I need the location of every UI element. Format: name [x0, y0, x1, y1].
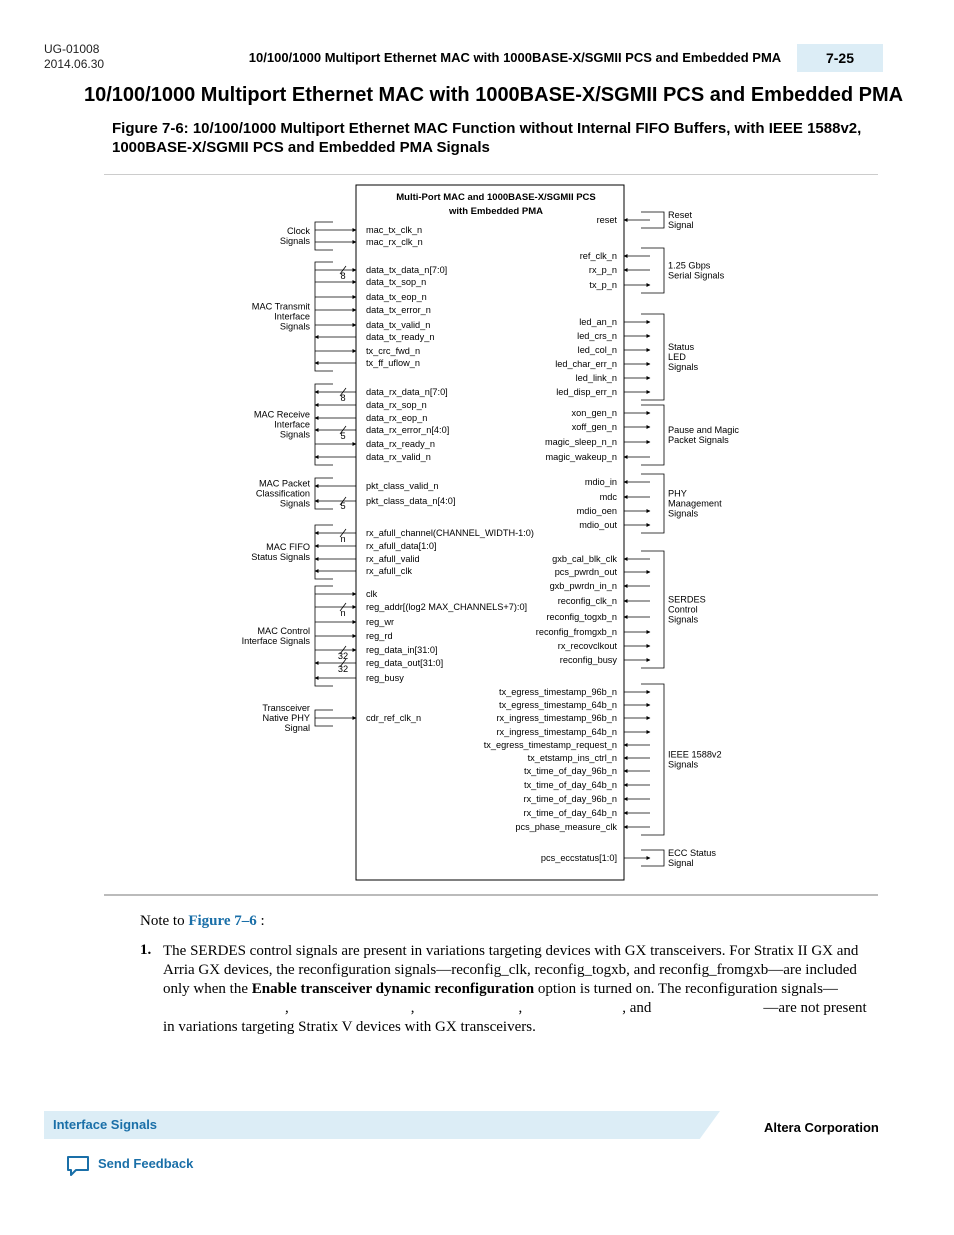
right-signal-27: tx_egress_timestamp_64b_n	[499, 700, 617, 710]
right-signal-2: rx_p_n	[588, 265, 617, 275]
right-signal-30: tx_egress_timestamp_request_n	[483, 740, 617, 750]
right-signal-7: led_char_err_n	[555, 359, 617, 369]
right-signal-9: led_disp_err_n	[556, 387, 617, 397]
left-group-label-6-1: Native PHY	[262, 713, 310, 723]
feedback-icon[interactable]	[66, 1155, 90, 1177]
note-heading	[140, 913, 265, 930]
left-signal-26: reg_data_in[31:0]	[366, 645, 438, 655]
right-signal-6: led_col_n	[577, 345, 617, 355]
note-text-part-1: The SERDES control signals are present in variations targeting devices with GX transceivers. For Stratix II GX and Arria GX devices, the reconfiguration signals—reconfig_clk, reconfig_togxb, and reconfig_fromgxb—are included only when the	[163, 943, 859, 997]
document-date: 2014.06.30	[44, 57, 105, 71]
right-signal-17: mdio_out	[579, 520, 617, 530]
right-signal-35: rx_time_of_day_64b_n	[523, 808, 617, 818]
left-group-label-5-0: MAC Control	[257, 626, 310, 636]
right-signal-31: tx_etstamp_ins_ctrl_n	[527, 753, 617, 763]
running-header-title: 10/100/1000 Multiport Ethernet MAC with 1000BASE-X/SGMII PCS and Embedded PMA	[248, 50, 782, 65]
note-intro: Note to	[140, 913, 189, 929]
right-signal-13: magic_wakeup_n	[545, 452, 617, 462]
right-signal-26: tx_egress_timestamp_96b_n	[499, 687, 617, 697]
right-signal-15: mdc	[599, 492, 617, 502]
note-and: , and	[622, 1000, 652, 1016]
bus-width-1: 8	[340, 393, 346, 403]
left-group-label-2-2: Signals	[279, 429, 310, 440]
left-group-label-0-0: Clock	[287, 226, 310, 236]
right-group-label-0-0: Reset	[668, 210, 693, 220]
right-group-label-4-2: Signals	[668, 508, 699, 519]
right-group-label-7-0: ECC Status	[668, 848, 716, 858]
right-signal-33: tx_time_of_day_64b_n	[524, 780, 617, 790]
left-group-bracket-0	[315, 222, 333, 250]
left-signal-27: reg_data_out[31:0]	[366, 658, 444, 668]
left-signal-5: data_tx_error_n	[366, 305, 431, 315]
left-signal-20: rx_afull_valid	[366, 554, 420, 564]
left-signal-15: data_rx_valid_n	[366, 452, 431, 462]
block-title-line-2: with Embedded PMA	[449, 206, 543, 217]
left-signal-24: reg_wr	[366, 617, 395, 627]
left-signal-18: rx_afull_channel(CHANNEL_WIDTH-1:0)	[366, 528, 534, 538]
note-comma-3: ,	[518, 1000, 523, 1016]
left-signal-6: data_tx_valid_n	[366, 320, 431, 330]
right-group-bracket-1	[641, 248, 664, 293]
right-signal-18: gxb_cal_blk_clk	[552, 554, 617, 564]
left-group-label-3-2: Signals	[279, 498, 310, 509]
right-group-label-5-2: Signals	[668, 614, 699, 625]
left-signal-28: reg_busy	[366, 673, 404, 683]
left-signal-8: tx_crc_fwd_n	[366, 346, 421, 356]
right-signal-5: led_crs_n	[577, 331, 617, 341]
left-signal-16: pkt_class_valid_n	[366, 481, 439, 491]
send-feedback-link[interactable]: Send Feedback	[98, 1156, 194, 1171]
page-number: 7-25	[797, 44, 883, 72]
note-comma-1: ,	[285, 1000, 289, 1016]
right-group-bracket-6	[641, 684, 664, 835]
right-signal-28: rx_ingress_timestamp_96b_n	[496, 713, 617, 723]
left-group-label-6-2: Signal	[284, 723, 310, 733]
right-group-label-1-0: 1.25 Gbps	[668, 260, 711, 271]
left-group-label-3-1: Classification	[255, 488, 310, 499]
right-signal-34: rx_time_of_day_96b_n	[523, 794, 617, 804]
left-signal-3: data_tx_sop_n	[366, 277, 427, 287]
right-signal-3: tx_p_n	[589, 280, 617, 290]
left-group-bracket-2	[315, 384, 333, 465]
figure-link[interactable]: Figure 7–6	[188, 913, 257, 929]
right-group-label-5-0: SERDES	[668, 594, 706, 605]
right-group-label-1-1: Serial Signals	[668, 270, 725, 281]
note-text	[163, 942, 879, 1037]
left-group-label-1-0: MAC Transmit	[251, 301, 310, 312]
left-group-label-2-1: Interface	[274, 419, 310, 430]
left-group-label-1-2: Signals	[279, 321, 310, 332]
left-signal-29: cdr_ref_clk_n	[366, 713, 422, 723]
right-signal-12: magic_sleep_n_n	[544, 437, 617, 447]
left-signal-12: data_rx_eop_n	[366, 413, 428, 423]
left-group-bracket-1	[315, 262, 333, 371]
left-signal-23: reg_addr[(log2 MAX_CHANNELS+7):0]	[366, 602, 528, 612]
note-comma-2: ,	[410, 1000, 415, 1016]
right-group-label-2-2: Signals	[668, 362, 699, 372]
left-group-label-5-1: Interface Signals	[241, 636, 310, 646]
left-signal-19: rx_afull_data[1:0]	[366, 541, 437, 551]
right-group-label-2-0: Status	[668, 342, 695, 352]
right-group-bracket-2	[641, 314, 664, 400]
left-signal-25: reg_rd	[366, 631, 393, 641]
left-signal-2: data_tx_data_n[7:0]	[366, 265, 448, 275]
right-signal-10: xon_gen_n	[571, 408, 617, 418]
right-signal-24: rx_recovclkout	[557, 641, 617, 651]
left-signal-4: data_tx_eop_n	[366, 292, 427, 302]
left-group-label-6-0: Transceiver	[262, 703, 310, 713]
right-signal-1: ref_clk_n	[579, 251, 617, 261]
right-signal-23: reconfig_fromgxb_n	[535, 627, 617, 637]
right-signal-16: mdio_oen	[576, 506, 617, 516]
right-signal-8: led_link_n	[575, 373, 617, 383]
figure-caption: Figure 7-6: 10/100/1000 Multiport Ethernet MAC Function without Internal FIFO Buffers, with IEEE 1588v2, 1000BASE-X/SGMII PCS and Embedded PMA Signals	[112, 120, 862, 156]
right-signal-25: reconfig_busy	[559, 655, 617, 665]
right-group-label-4-0: PHY	[668, 488, 687, 499]
left-signal-22: clk	[366, 589, 378, 599]
bus-width-3: 5	[340, 501, 346, 511]
left-group-label-0-1: Signals	[279, 236, 310, 246]
right-signal-22: reconfig_togxb_n	[546, 612, 617, 622]
right-group-label-6-0: IEEE 1588v2	[668, 749, 722, 760]
right-signal-21: reconfig_clk_n	[557, 596, 617, 606]
right-group-label-0-1: Signal	[668, 220, 694, 230]
left-group-label-2-0: MAC Receive	[253, 409, 310, 420]
left-group-label-4-1: Status Signals	[251, 552, 310, 562]
right-group-label-3-1: Packet Signals	[668, 435, 729, 445]
right-signal-29: rx_ingress_timestamp_64b_n	[496, 727, 617, 737]
right-signal-36: pcs_phase_measure_clk	[515, 822, 617, 832]
right-group-label-2-1: LED	[668, 352, 686, 362]
right-signal-14: mdio_in	[584, 477, 617, 487]
figure-bottom-rule	[104, 894, 878, 896]
document-id: UG-01008	[44, 42, 100, 56]
bus-width-2: 5	[340, 431, 346, 441]
left-group-label-1-1: Interface	[274, 311, 310, 322]
right-group-bracket-3	[641, 405, 664, 465]
right-group-label-5-1: Control	[668, 604, 698, 615]
left-group-bracket-3	[315, 478, 333, 509]
footer-section-link[interactable]: Interface Signals	[53, 1117, 158, 1132]
note-number: 1.	[140, 942, 152, 958]
left-signal-17: pkt_class_data_n[4:0]	[366, 496, 456, 506]
note-text-part-2: option is turned on. The reconfiguration signals—	[534, 981, 838, 997]
block-title-line-1: Multi-Port MAC and 1000BASE-X/SGMII PCS	[396, 192, 596, 203]
right-signal-11: xoff_gen_n	[571, 422, 617, 432]
left-signal-14: data_rx_ready_n	[366, 439, 435, 449]
note-text-part-3: —are not present in variations targeting Stratix V devices with GX transceivers.	[163, 1000, 867, 1035]
left-signal-10: data_rx_data_n[7:0]	[366, 387, 448, 397]
note-bold-option: Enable transceiver dynamic reconfiguration	[251, 981, 535, 997]
right-group-label-7-1: Signal	[668, 858, 694, 868]
right-signal-32: tx_time_of_day_96b_n	[524, 766, 617, 776]
right-group-label-6-1: Signals	[668, 759, 699, 770]
right-signal-20: gxb_pwrdn_in_n	[549, 581, 617, 591]
left-signal-9: tx_ff_uflow_n	[366, 358, 420, 368]
bus-width-6: 32	[337, 651, 349, 661]
note-colon: :	[256, 913, 265, 929]
bus-width-4: n	[340, 534, 346, 544]
left-group-label-4-0: MAC FIFO	[266, 542, 310, 552]
right-signal-37: pcs_eccstatus[1:0]	[540, 853, 617, 863]
right-signal-0: reset	[596, 215, 617, 225]
left-signal-0: mac_tx_clk_n	[366, 225, 423, 235]
left-signal-21: rx_afull_clk	[366, 566, 412, 576]
section-title: 10/100/1000 Multiport Ethernet MAC with 1000BASE-X/SGMII PCS and Embedded PMA	[84, 84, 904, 106]
left-signal-7: data_tx_ready_n	[366, 332, 435, 342]
left-signal-1: mac_rx_clk_n	[366, 237, 423, 247]
right-group-bracket-4	[641, 474, 664, 533]
bus-width-0: 8	[340, 271, 346, 281]
right-group-label-4-1: Management	[668, 498, 722, 509]
footer-company: Altera Corporation	[764, 1120, 879, 1135]
right-signal-19: pcs_pwrdn_out	[554, 567, 617, 577]
left-signal-13: data_rx_error_n[4:0]	[366, 425, 450, 435]
right-group-bracket-5	[641, 551, 664, 668]
right-signal-4: led_an_n	[579, 317, 617, 327]
bus-width-5: n	[340, 608, 346, 618]
right-group-label-3-0: Pause and Magic	[668, 425, 739, 435]
left-signal-11: data_rx_sop_n	[366, 400, 427, 410]
left-group-label-3-0: MAC Packet	[258, 478, 310, 489]
bus-width-7: 32	[337, 664, 349, 674]
